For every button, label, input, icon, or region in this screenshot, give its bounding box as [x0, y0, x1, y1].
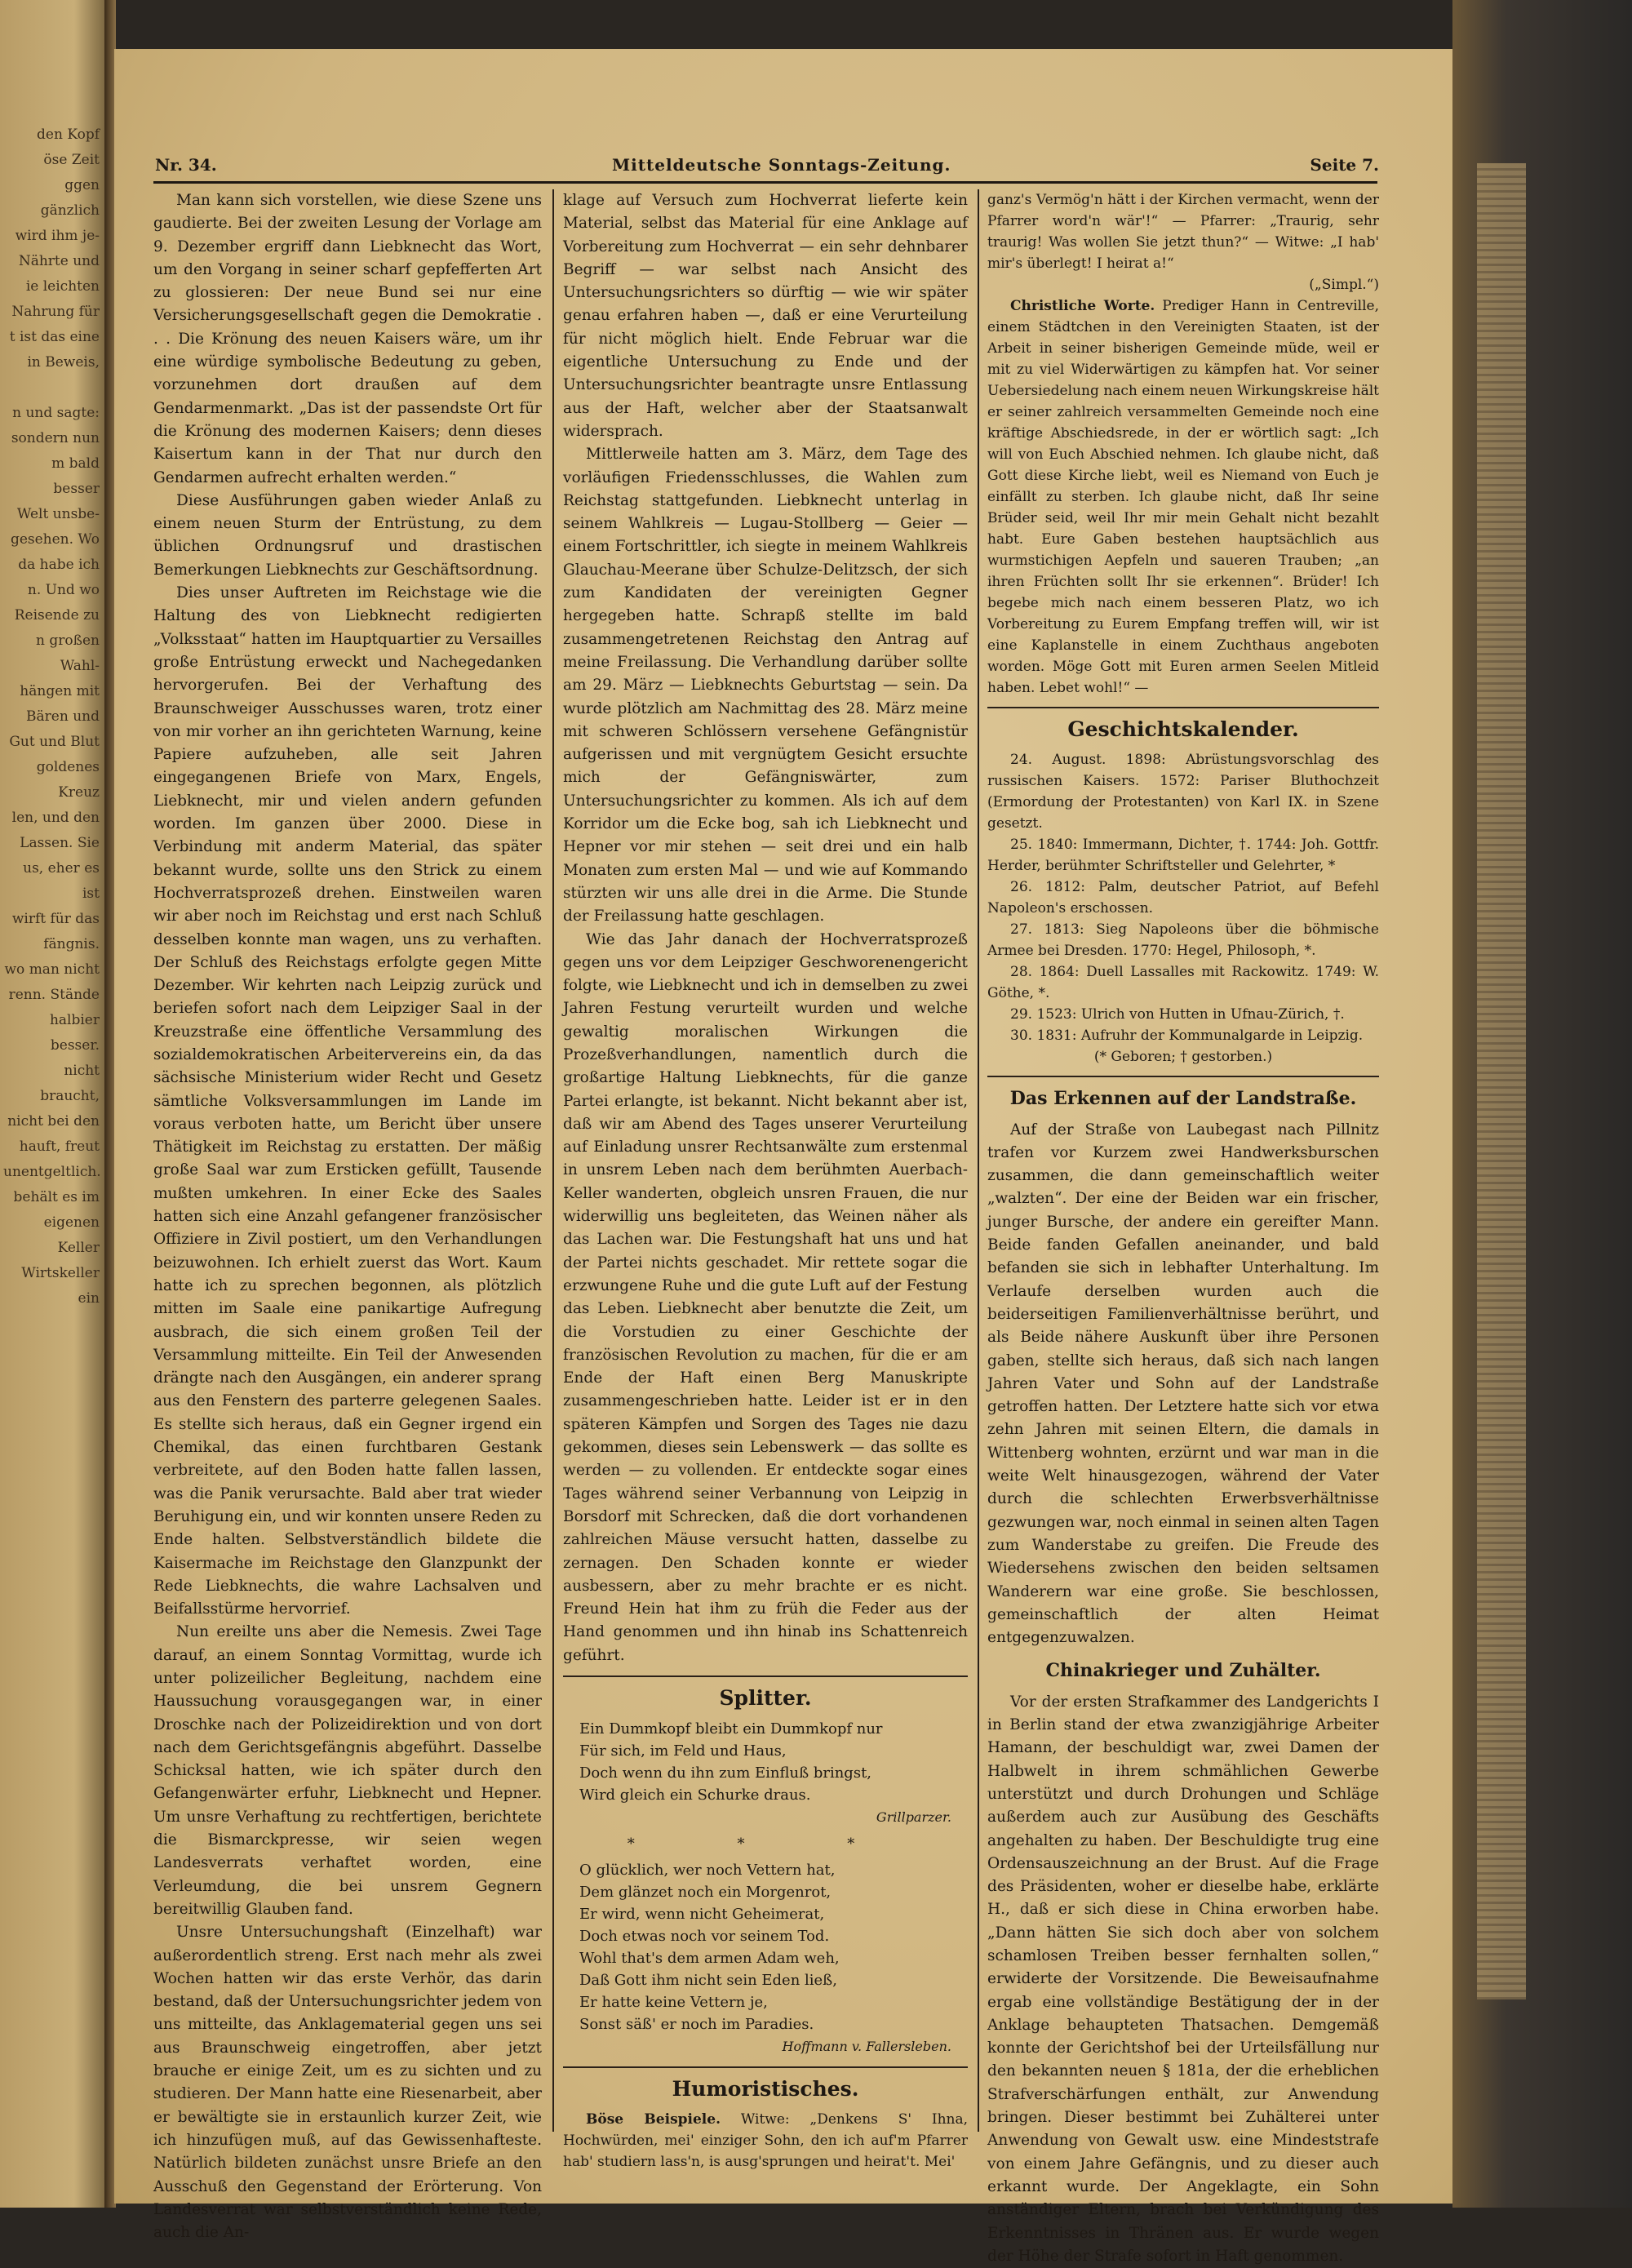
left-page-edge — [0, 0, 106, 2208]
christ-lead: Christliche Worte. — [1010, 298, 1155, 314]
article-paragraph: Mittlerweile hatten am 3. März, dem Tage des vorläufigen Friedensschlusses, die Wahlen zum Reichstag stattgefunden. Liebknecht unterlag in seinem Wahlkreis — Lugau-Stollberg — Geier — einem Fortschrittler, ich siegte in meinem Wahlkreis Glauchau-Meerane über Schulze-Delitzsch, der sich zum Kandidaten der vereinigten Gegner hergegeben hatte. Schrapß stellte im bald zusammengetretenen Reichstag den Antrag auf meine Freilassung. Die Verhandlung darüber sollte am 29. März — Liebknechts Geburtstag — sein. Da wurde plötzlich am Nachmittag des 28. März meine mit schweren Schlössern versehene Gefängnistür aufgerissen und mit vergnügtem Gesicht ersuchte mich der Gefängniswärter, zum Untersuchungsrichter zu kommen. Als ich auf dem Korridor um die Ecke bog, sah ich Liebknecht und Hepner vor mir stehen — seit drei und ein halb Monaten zum ersten Mal — und wie auf Kommando stürzten wir uns alle drei in die Arme. Die Stunde der Freilassung hatte geschlagen. — [563, 446, 968, 925]
article-paragraph: Man kann sich vorstellen, wie diese Szene uns gaudierte. Bei der zweiten Lesung der Vorlage am 9. Dezember ergriff dann Liebknecht das Wort, um den Vorgang in seiner scharf gepfefferten Art zu glossieren: Der neue Bund sei nur eine Versicherungsgesellschaft gegen die Demokratie . . . Die Krönung des neuen Kaisers wäre, um ihr eine würdige symbolische Bedeutung zu geben, vorzunehmen dort draußen auf dem Gendarmenmarkt. „Das ist der passendste Ort für die Krönung des modernen Kaisers; denn dieses Kaisertum kann in der That nur durch den Gendarmen aufrecht erhalten werden.“ — [153, 192, 542, 486]
header-rule — [153, 181, 1377, 184]
poem-line: Für sich, im Feld und Haus, — [579, 1742, 787, 1760]
article-paragraph: klage auf Versuch zum Hochverrat lieferte kein Material, selbst das Material für eine Anklage auf Vorbereitung zum Hochverrat — ein sehr dehnbarer Begriff — war selbst nach Ansicht des Untersuchungsrichters so dürftig — wie wir später genau erfahren haben —, daß er eine Verurteilung für nicht möglich hielt. Ende Februar war die eigentliche Untersuchung zu Ende und der Untersuchungsrichter beantragte unsre Entlassung aus der Haft, welcher aber der Staatsanwalt widersprach. — [563, 192, 968, 440]
column-divider-2 — [978, 189, 979, 2132]
calendar-entry: 28. 1864: Duell Lassalles mit Rackowitz. 1749: W. Göthe, *. — [987, 964, 1379, 1002]
poem-author: Hoffmann v. Fallersleben. — [782, 2038, 951, 2054]
article-paragraph: Nun ereilte uns aber die Nemesis. Zwei Tage darauf, an einem Sonntag Vormittag, wurde ich unter polizeilicher Begleitung, nachdem eine Haussuchung vorausgegangen war, in einer Droschke nach der Polizeidirektion und von dort nach dem Gerichtsgefängnis abgeführt. Dasselbe Schicksal hatten, wie ich später durch den Gefangenwärter erfuhr, Liebknecht und Hepner. Um unsre Verhaftung zu rechtfertigen, berichtete die Bismarckpresse, wir seien wegen Landesverrats verhaftet worden, eine Verleumdung, die bei unsrem Gegnern bereitwillig Glauben fand. — [153, 1623, 542, 1918]
poem-line: Ein Dummkopf bleibt ein Dummkopf nur — [579, 1720, 883, 1738]
newspaper-title: Mitteldeutsche Sonntags-Zeitung. — [612, 155, 951, 175]
calendar-heading: Geschichtskalender. — [1067, 717, 1299, 741]
poem-line: Er wird, wenn nicht Geheimerat, — [579, 1905, 825, 1923]
poem-line: Er hatte keine Vettern je, — [579, 1993, 768, 2011]
section-rule — [987, 1076, 1379, 1077]
poem-fallersleben — [579, 1859, 951, 2035]
humor-continuation: ganz's Vermög'n hätt i der Kirchen vermacht, wenn der Pfarrer word'n wär'!“ — Pfarrer: „Traurig, sehr traurig! Was wollen Sie jetzt thun?“ — Witwe: „I hab' mir's überlegt! I heirat a!“ — [987, 192, 1379, 272]
poem-line: Doch wenn du ihn zum Einfluß bringst, — [579, 1764, 872, 1782]
calendar-list — [987, 749, 1379, 1046]
calendar-entry: 30. 1831: Aufruhr der Kommunalgarde in Leipzig. — [1010, 1027, 1364, 1045]
poem-line: Wohl that's dem armen Adam weh, — [579, 1949, 840, 1967]
article-paragraph: Diese Ausführungen gaben wieder Anlaß zu einem neuen Sturm der Entrüstung, zu dem üblichen Ordnungsruf und drastischen Bemerkungen Liebknechts zur Geschäftsordnung. — [153, 491, 542, 579]
section-rule — [563, 2066, 968, 2068]
article-paragraph: Dies unser Auftreten im Reichstage wie die Haltung des von Liebknecht redigierten „Volksstaat“ hatten im Hauptquartier zu Versailles große Entrüstung erweckt und Nachegedanken hervorgerufen. Bei der Verhaftung des Braunschweiger Ausschusses waren, trotz einer von mir vorher an ihn gerichteten Warnung, keine Papiere aufzuheben, alle seit Jahren eingegangenen Briefe von Marx, Engels, Liebknecht, mir und vielen andern gefunden worden. Im ganzen über 2000. Diese in Verbindung mit anderm Material, das später bekannt wurde, sollte uns den Strick zu einem Hochverratsprozeß drehen. Einstweilen waren wir aber noch im Reichstag und erst nach Schluß desselben konnte man wagen, uns zu verhaften. Der Schluß des Reichstags erfolgte gegen Mitte Dezember. Wir kehrten nach Leipzig zurück und beriefen sofort nach dem Leipziger Saal in der Kreuzstraße eine öffentliche Versammlung des sozialdemokratischen Arbeitervereins ein, da das sächsische Ministerium wider Recht und Gesetz sämtliche Volksversammlungen im Lande im voraus verboten hatte, um Bericht über unsere Thätigkeit im Reichstag zu erstatten. Der mäßig große Saal war zum Ersticken gefüllt, Tausende mußten umkehren. In einer Ecke des Saales hatten sich eine Anzahl gefangener französischer Offiziere in Zivil postiert, um den Verhandlungen beizuwohnen. Ich erhielt zuerst das Wort. Kaum hatte ich zu sprechen begonnen, als plötzlich mitten im Saale eine panikartige Aufregung ausbrach, die sich einem großen Teil der Versammlung mitteilte. Ein Teil der Anwesenden drängte nach den Ausgängen, ein anderer sprang aus den Fenstern des parterre gelegenen Saales. Es stellte sich heraus, daß ein Gegner irgend ein Chemikal, das einen furchtbaren Gestank verbreitete, auf den Boden hatte fallen lassen, was die Panik verursachte. Bald aber trat wieder Beruhigung ein, und wir konnten unsere Reden zu Ende halten. Selbstverständlich bildete die Kaisermache im Reichstage den Glanzpunkt der Rede Liebknechts, die wahre Lachsalven und Beifallsstürme hervorrief. — [153, 584, 542, 1618]
china-paragraph: Vor der ersten Strafkammer des Landgerichts I in Berlin stand der etwa zwanzigjährige Arbeiter Hamann, der beschuldigt war, zwei Damen der Halbwelt in ihrem schmählichen Gewerbe unterstützt und durch Drohungen und Schläge außerdem auch zur Ausübung des Geschäfts angehalten zu haben. Der Beschuldigte trug eine Ordensauszeichnung an der Brust. Auf die Frage des Präsidenten, woher er dieselbe habe, erklärte H., daß er sich diese in China erworben habe. „Dann hätten Sie sich doch aber von solchem schamlosen Treiben besser fernhalten sollen,“ erwiderte der Vorsitzende. Die Beweisaufnahme ergab eine vollständige Bestätigung der in der Anklage behaupteten Thatsachen. Demgemäß konnte der Gerichtshof bei der Urteilsfällung nur den bekannten neuen § 181a, der die erheblichen Strafverschärfungen enthält, zur Anwendung bringen. Dieser bestimmt bei Zuhälterei unter Anwendung von Gewalt usw. eine Mindeststrafe von einem Jahre Gefängnis, und zu dieser auch erkannt wurde. Der Angeklagte, ein Sohn anständiger Eltern, brach bei Verkündigung des Erkenntnisses in Thränen aus. Er wurde wegen der Höhe der Strafe sofort in Haft genommen. — [987, 1693, 1379, 2265]
calendar-entry: 27. 1813: Sieg Napoleons über die böhmische Armee bei Dresden. 1770: Hegel, Philosoph, *. — [987, 921, 1379, 960]
poem-line: Daß Gott ihm nicht sein Eden ließ, — [579, 1971, 837, 1989]
poem-author: Grillparzer. — [876, 1809, 951, 1826]
article-paragraph: Unsre Untersuchungshaft (Einzelhaft) war außerordentlich streng. Erst nach mehr als zwei Wochen hatten wir das erste Verhör, das darin bestand, daß der Untersuchungsrichter jedem von uns mitteilte, das Anklagematerial gegen uns sei aus Braunschweig eingetroffen, aber jetzt brauche er einige Zeit, um es zu sichten und zu studieren. Der Mann hatte eine Riesenarbeit, aber er bewältigte sie in erstaunlich kurzer Zeit, wie ich hinzufügen muß, auf das Gewissenhafteste. Natürlich bildeten zunächst unsre Briefe an den Ausschuß den Gegenstand der Erörterung. Von Landesverrat war selbstverständlich keine Rede, auch die An- — [153, 1924, 542, 2242]
christ-text: Prediger Hann in Centreville, einem Städtchen in den Vereinigten Staaten, ist der Arbeit in seiner bisherigen Gemeinde müde, weil er mit zu viel Widerwärtigen zu kämpfen hat. Vor seiner Uebersiedelung nach einem neuen Wirkungskreise hält er seiner zahlreich versammelten Gemeinde noch eine kräftige Abschiedsrede, in der er wörtlich sagt: „Ich will von Euch Abschied nehmen. Ich glaube nicht, daß Gott diese Kirche liebt, weil es Niemand von Euch je einfällt zu sterben. Ich glaube nicht, daß Ihr seine Brüder seid, weil Ihr mir mein Gehalt nicht bezahlt habt. Eure Gaben bestehen hauptsächlich aus wurmstichigen Aepfeln und saueren Trauben; „an ihren Früchten sollt Ihr sie erkennen“. Brüder! Ich begebe mich nach einem besseren Platz, wo ich Vorbereitung zu Eurem Empfang treffen will, wir ist eine Kaplanstelle in einem Zuchthaus angeboten worden. Möge Gott mit Euren armen Seelen Mitleid haben. Lebet wohl!“ — — [987, 298, 1379, 696]
page-number: Seite 7. — [1310, 155, 1379, 175]
column-2 — [563, 189, 968, 2173]
poem-line: O glücklich, wer noch Vettern hat, — [579, 1861, 836, 1879]
right-book-edge — [1452, 0, 1632, 2208]
humor-source: („Simpl.“) — [1309, 277, 1379, 293]
left-page-text: den Kopf öse Zeit ggen gänzlich wird ihm je- Nährte und ie leichten Nahrung für t ist das eine in Beweis, n und sagte: sondern nun m bald besser Welt unsbe- gesehen. Wo da habe ich n. Und wo Reisende zu n großen Wahl- hängen mit Bären und Gut und Blut goldenes Kreuz len, und den Lassen. Sie us, eher es ist wirft für das fängnis. wo man nicht renn. Stände halbier besser. nicht braucht, nicht bei den hauft, freut unentgeltlich. behält es im eigenen Keller Wirtskeller ein — [3, 126, 101, 1307]
poem-line: Doch etwas noch vor seinem Tod. — [579, 1927, 830, 1945]
calendar-entry: 29. 1523: Ulrich von Hutten in Ufnau-Zürich, †. — [1010, 1006, 1345, 1023]
column-divider-1 — [552, 189, 554, 2132]
column-3 — [987, 189, 1379, 2268]
calendar-entry: 25. 1840: Immermann, Dichter, †. 1744: Joh. Gottfr. Herder, berühmter Schriftsteller und Gelehrter, * — [987, 837, 1379, 875]
column-1 — [153, 189, 542, 2244]
humor-paragraph — [563, 2109, 968, 2173]
section-stars: * * * — [627, 1835, 904, 1853]
section-rule — [563, 1675, 968, 1677]
article-paragraph: Wie das Jahr danach der Hochverratsprozeß gegen uns vor dem Leipziger Geschworenengericht folgte, wie Liebknecht und ich in demselben zu zwei Jahren Festung verurteilt wurden und welche gewaltig moralischen Wirkungen die Prozeßverhandlungen, namentlich durch die großartige Haltung Liebknechts, für die ganze Partei erlangte, ist bekannt. Nicht bekannt aber ist, daß wir am Abend des Tages unserer Verurteilung auf Einladung unsrer Rechtsanwälte zum erstenmal in unsrem Leben nach dem berühmten Auerbach-Keller wanderten, obgleich unsren Frauen, die nur widerwillig uns begleiteten, das Weinen näher als das Lachen war. Die Festungshaft hat uns und hat der Partei nichts geschadet. Mir rettete sogar die erzwungene Ruhe und die gute Luft auf der Festung das Leben. Liebknecht aber benutzte die Zeit, um die Vorstudien zu einer Geschichte der französischen Revolution zu machen, für die er am Ende der Haft einen Berg Manuskripte zusammengeschrieben hatte. Leider ist er in den späteren Kämpfen und Sorgen des Tages nie dazu gekommen, dieses sein Lebenswerk — das sollte es werden — zu vollenden. Er entdeckte sogar eines Tages während seiner Verbannung von Leipzig in Borsdorf mit Schrecken, daß die dort vorhandenen zahlreichen Mäuse versucht hatten, dasselbe zu zernagen. Den Schaden konnte er wieder ausbessern, aber zu mehr brachte er es nicht. Freund Hein hat ihm zu früh die Feder aus der Hand genommen und ihn hinab ins Schattenreich geführt. — [563, 930, 968, 1664]
humor-lead: Böse Beispiele. — [586, 2111, 721, 2128]
poem-line: Sonst säß' er noch im Paradies. — [579, 2015, 814, 2033]
page-header — [155, 155, 1379, 180]
issue-number: Nr. 34. — [155, 155, 217, 175]
erkennen-paragraph: Auf der Straße von Laubegast nach Pillnitz trafen vor Kurzem zwei Handwerksburschen zusammen, die dann gemeinschaftlich weiter „walzten“. Der eine der Beiden war ein frischer, junger Bursche, der andere ein gereifter Mann. Beide fanden Gefallen aneinander, und bald befanden sie sich in lebhafter Unterhaltung. Im Verlaufe derselben wurden auch die beiderseitigen Familienverhältnisse berührt, und als Beide nähere Auskunft über ihre Personen gaben, stellte sich heraus, daß sich nach langen Jahren Vater und Sohn auf der Landstraße getroffen hatten. Der Letztere hatte sich vor etwa zehn Jahren mit seinen Eltern, die damals in Wittenberg wohnten, erzürnt und war man in die weite Welt hinausgezogen, während der Vater durch die schlechten Erwerbsverhältnisse gezwungen war, noch einmal in seinen alten Tagen zum Wanderstabe zu greifen. Die Freude des Wiedersehens zwischen den beiden seltsamen Wanderern war eine große. Sie beschlossen, gemeinschaftlich der alten Heimat entgegenzuwalzen. — [987, 1121, 1379, 1647]
calendar-entry: 26. 1812: Palm, deutscher Patriot, auf Befehl Napoleon's erschossen. — [987, 879, 1379, 917]
humor-text: Witwe: „Denkens S' Ihna, Hochwürden, mei' einziger Sohn, den ich auf'm Pfarrer hab' studiern lass'n, is ausg'sprungen und heirat't. Mei' — [563, 2111, 969, 2171]
humor-heading: Humoristisches. — [672, 2077, 859, 2102]
page-stack-edge — [1477, 163, 1526, 1999]
christ-paragraph — [987, 295, 1379, 699]
poem-line: Wird gleich ein Schurke draus. — [579, 1786, 811, 1804]
poem-grillparzer — [579, 1718, 951, 1806]
calendar-note: (* Geboren; † gestorben.) — [1093, 1049, 1273, 1066]
calendar-entry: 24. August. 1898: Abrüstungsvorschlag des russischen Kaisers. 1572: Pariser Bluthochzeit (Ermordung der Protestanten) von Karl IX. in Szene gesetzt. — [987, 752, 1379, 832]
poem-line: Dem glänzet noch ein Morgenrot, — [579, 1883, 832, 1901]
china-heading: Chinakrieger und Zuhälter. — [1045, 1660, 1321, 1682]
section-rule — [987, 707, 1379, 708]
erkennen-heading: Das Erkennen auf der Landstraße. — [1009, 1088, 1357, 1110]
splitter-heading: Splitter. — [719, 1686, 812, 1710]
